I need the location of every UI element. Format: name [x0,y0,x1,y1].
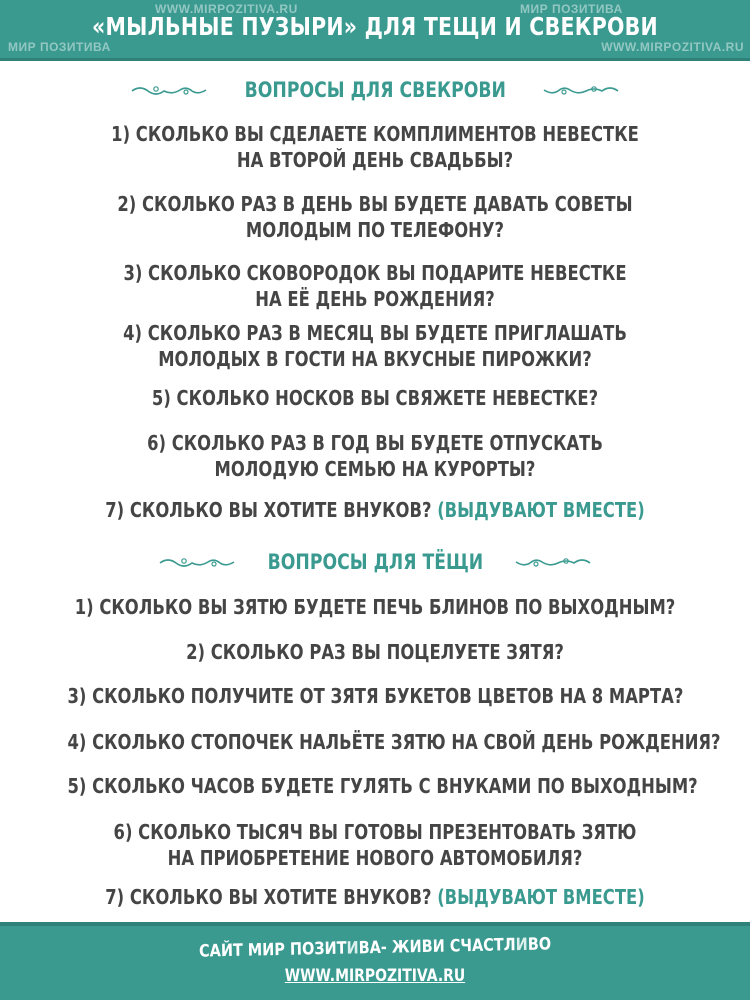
swirl-ornament-icon [130,83,208,97]
question-item: 7) СКОЛЬКО ВЫ ХОТИТЕ ВНУКОВ? (ВЫДУВАЮТ ВМЕСТЕ) [105,498,645,522]
swirl-ornament-icon [158,555,236,569]
highlight-note: (ВЫДУВАЮТ ВМЕСТЕ) [437,885,645,909]
question-item: 2) СКОЛЬКО РАЗ ВЫ ПОЦЕЛУЕТЕ ЗЯТЯ? [186,640,564,664]
swirl-ornament-icon [514,555,592,569]
footer-banner [0,922,750,1000]
question-item: 6) СКОЛЬКО ТЫСЯЧ ВЫ ГОТОВЫ ПРЕЗЕНТОВАТЬ ЗЯТЮ НА ПРИОБРЕТЕНИЕ НОВОГО АВТОМОБИЛЯ? [113,820,637,870]
header-banner [0,0,750,61]
question-item: 4) СКОЛЬКО СТОПОЧЕК НАЛЬЁТЕ ЗЯТЮ НА СВОЙ ДЕНЬ РОЖДЕНИЯ? [67,730,721,754]
section-label: ВОПРОСЫ ДЛЯ СВЕКРОВИ [244,78,506,102]
section-title-mother-in-law-husband [0,76,750,104]
question-item: 1) СКОЛЬКО ВЫ ЗЯТЮ БУДЕТЕ ПЕЧЬ БЛИНОВ ПО ВЫХОДНЫМ? [74,595,676,619]
question-item: 2) СКОЛЬКО РАЗ В ДЕНЬ ВЫ БУДЕТЕ ДАВАТЬ СОВЕТЫ МОЛОДЫМ ПО ТЕЛЕФОНУ? [117,192,633,242]
question-item: 5) СКОЛЬКО ЧАСОВ БУДЕТЕ ГУЛЯТЬ С ВНУКАМИ ПО ВЫХОДНЫМ? [67,774,698,798]
footer-url-link[interactable]: WWW.MIRPOZITIVA.RU [284,966,466,986]
watermark: МИР ПОЗИТИВА [8,40,111,54]
question-item: 3) СКОЛЬКО СКОВОРОДОК ВЫ ПОДАРИТЕ НЕВЕСТКЕ НА ЕЁ ДЕНЬ РОЖДЕНИЯ? [123,261,627,311]
highlight-note: (ВЫДУВАЮТ ВМЕСТЕ) [437,498,645,522]
section-title-mother-in-law-wife [0,548,750,576]
question-item: 6) СКОЛЬКО РАЗ В ГОД ВЫ БУДЕТЕ ОТПУСКАТЬ МОЛОДУЮ СЕМЬЮ НА КУРОРТЫ? [147,431,603,481]
question-item: 5) СКОЛЬКО НОСКОВ ВЫ СВЯЖЕТЕ НЕВЕСТКЕ? [151,386,599,410]
question-item: 7) СКОЛЬКО ВЫ ХОТИТЕ ВНУКОВ? (ВЫДУВАЮТ ВМЕСТЕ) [105,885,645,909]
question-item: 3) СКОЛЬКО ПОЛУЧИТЕ ОТ ЗЯТЯ БУКЕТОВ ЦВЕТОВ НА 8 МАРТА? [67,684,684,708]
footer-tagline: САЙТ МИР ПОЗИТИВА- ЖИВИ СЧАСТЛИВО [198,934,552,962]
watermark: WWW.MIRPOZITIVA.RU [155,2,298,16]
section-label: ВОПРОСЫ ДЛЯ ТЁЩИ [267,550,483,574]
watermark: МИР ПОЗИТИВА [520,2,623,16]
question-item: 1) СКОЛЬКО ВЫ СДЕЛАЕТЕ КОМПЛИМЕНТОВ НЕВЕСТКЕ НА ВТОРОЙ ДЕНЬ СВАДЬБЫ? [111,122,639,172]
swirl-ornament-icon [542,83,620,97]
watermark: WWW.MIRPOZITIVA.RU [601,40,744,54]
page-title: «МЫЛЬНЫЕ ПУЗЫРИ» ДЛЯ ТЕЩИ И СВЕКРОВИ [92,12,658,41]
question-item: 4) СКОЛЬКО РАЗ В МЕСЯЦ ВЫ БУДЕТЕ ПРИГЛАШАТЬ МОЛОДЫХ В ГОСТИ НА ВКУСНЫЕ ПИРОЖКИ? [123,321,627,371]
